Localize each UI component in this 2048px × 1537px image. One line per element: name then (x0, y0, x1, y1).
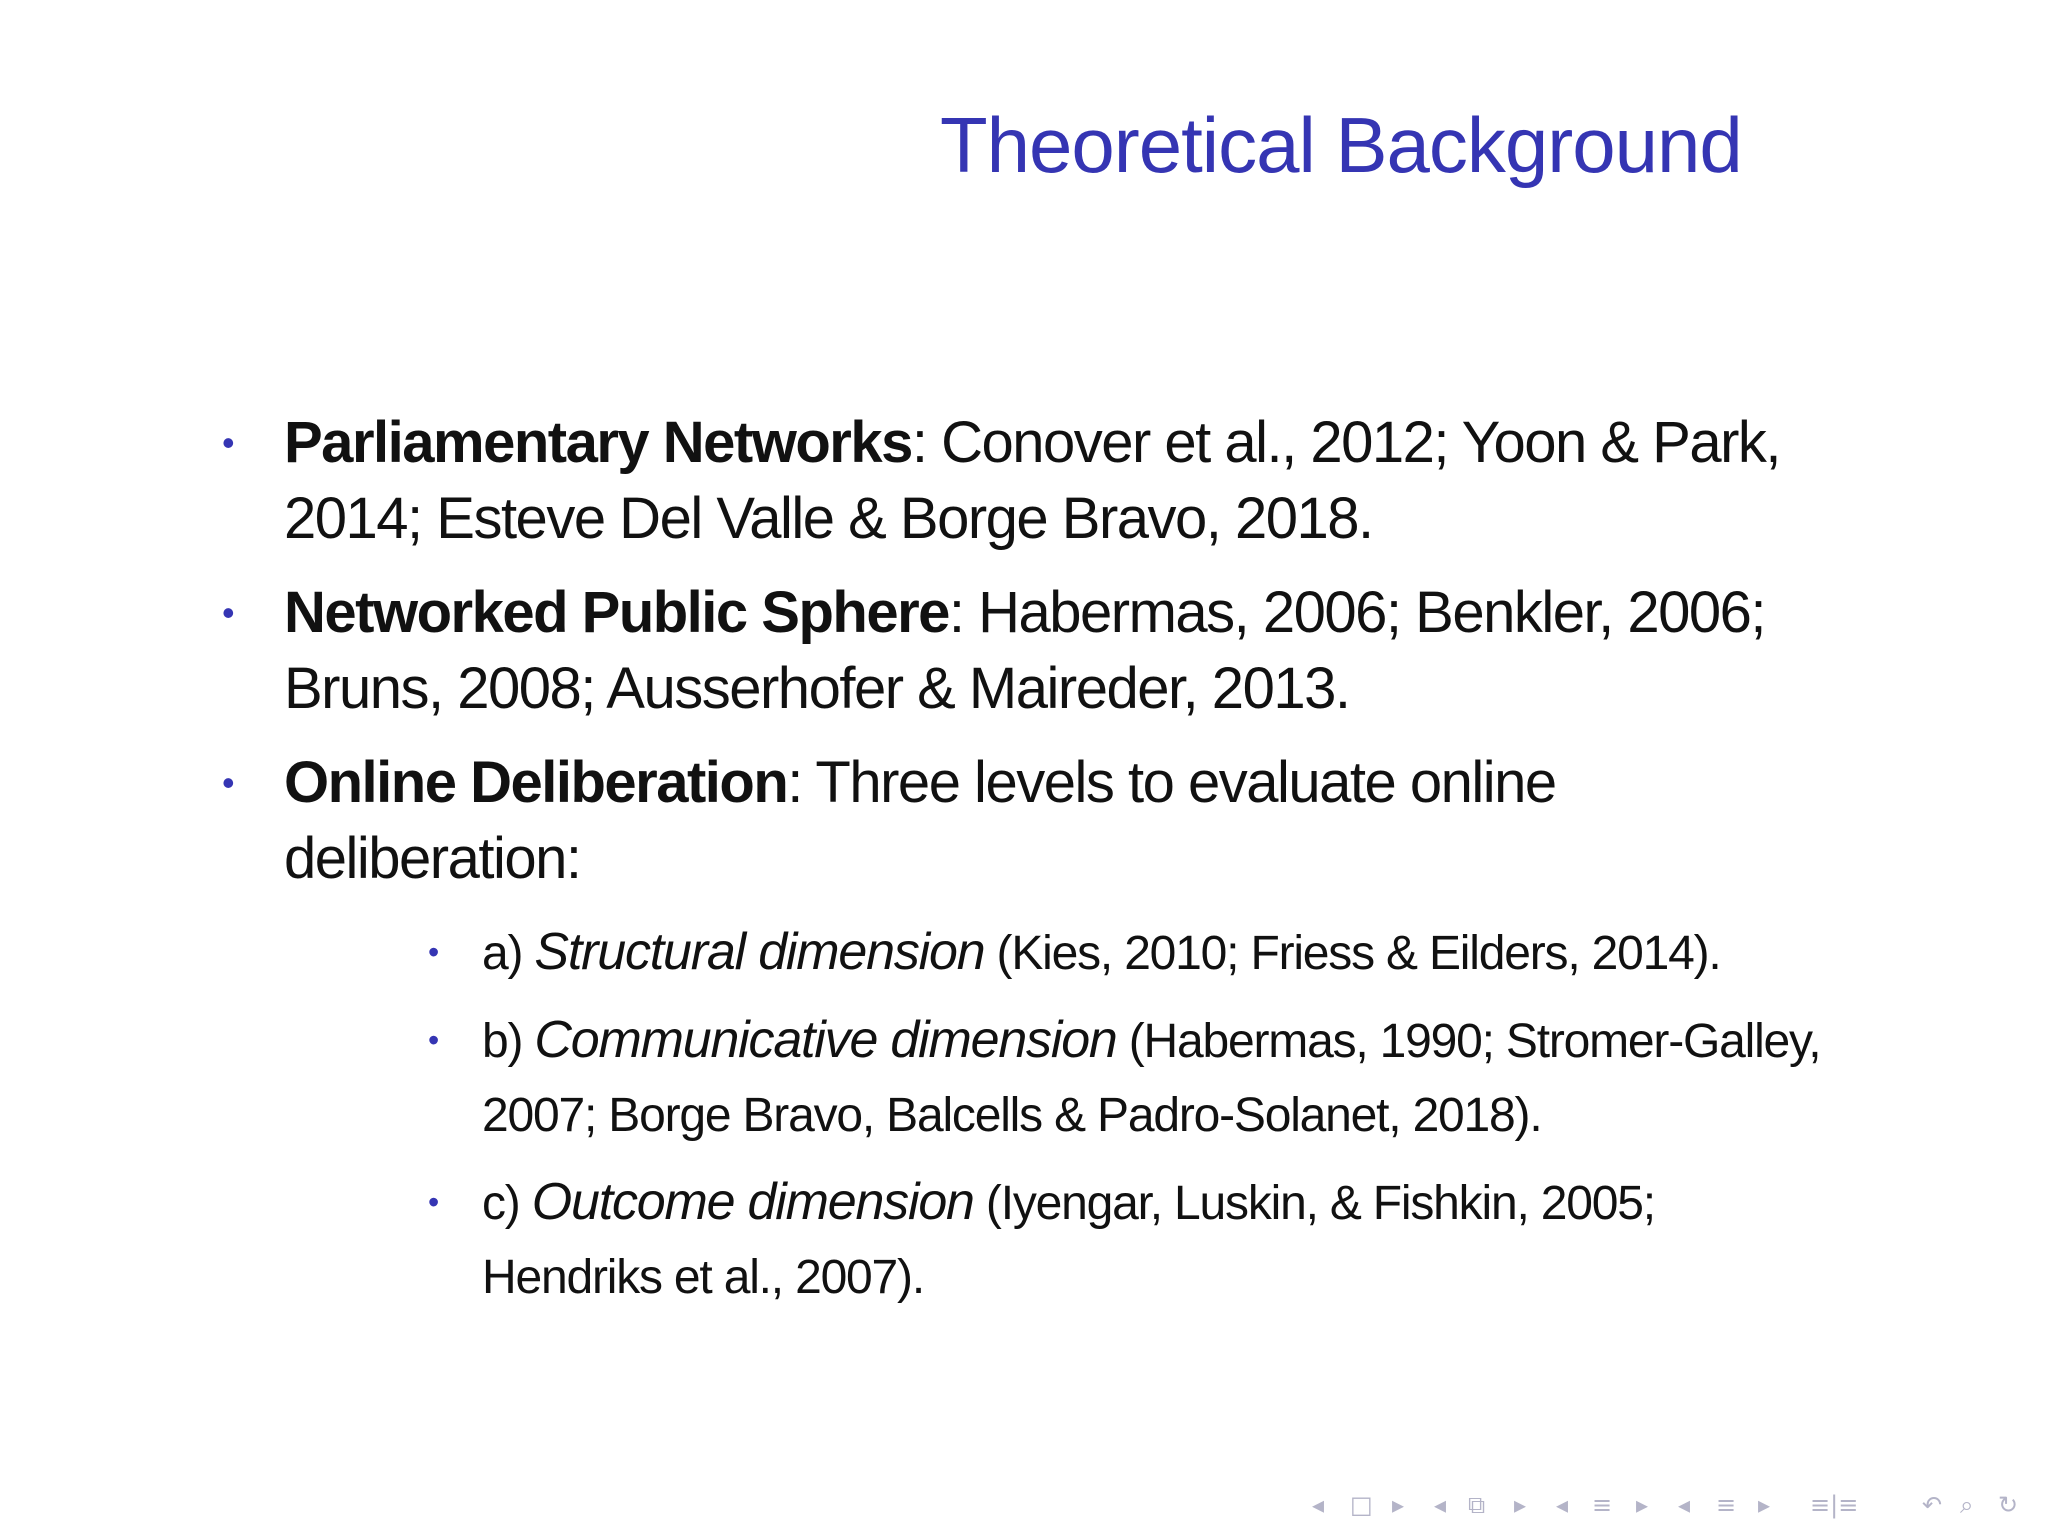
next-slide-icon[interactable]: ▸ (1758, 1491, 1771, 1519)
slide-icon[interactable]: ≡ (1716, 1491, 1737, 1519)
subbullet-prefix: c) (482, 1177, 532, 1230)
subbullet-list (420, 915, 1840, 1315)
bullet-text: : Habermas, 2006; Benkler, 2006; Bruns, 2008; Ausserhofer & Maireder, 2013. (284, 580, 1765, 721)
subbullet-label: Structural dimension (534, 923, 985, 981)
bullet-list (220, 405, 1840, 1327)
subbullet-prefix: a) (482, 927, 535, 980)
subbullet-item (420, 915, 1840, 991)
bullet-text: : Three levels to evaluate online deliberation: (284, 750, 1556, 891)
bullet-label: Online Deliberation (284, 750, 788, 815)
subbullet-label: Outcome dimension (531, 1173, 974, 1231)
forward-icon[interactable]: ↻ (1998, 1491, 2019, 1519)
subbullet-text: (Iyengar, Luskin, & Fishkin, 2005; Hendriks et al., 2007). (482, 1177, 1655, 1304)
next-subsection-icon[interactable]: ▸ (1514, 1491, 1527, 1519)
subbullet-prefix: b) (482, 1015, 535, 1068)
frame-icon[interactable]: □ (1350, 1491, 1373, 1519)
bullet-icon: • (222, 592, 234, 633)
bullet-label: Networked Public Sphere (284, 580, 949, 645)
appendix-icon[interactable]: ≡|≡ (1810, 1491, 1859, 1519)
section-icon[interactable]: ≡ (1592, 1491, 1613, 1519)
bullet-label: Parliamentary Networks (284, 410, 912, 475)
subbullet-item (420, 1165, 1840, 1315)
search-icon[interactable]: ⌕ (1960, 1491, 1974, 1519)
subsection-icon[interactable]: ⧉ (1468, 1491, 1486, 1519)
bullet-icon: • (428, 1022, 439, 1058)
bullet-text: : Conover et al., 2012; Yoon & Park, 2014; Esteve Del Valle & Borge Bravo, 2018. (284, 410, 1781, 551)
bullet-item (220, 405, 1840, 557)
slide-title: Theoretical Background (940, 101, 1742, 189)
prev-slide-icon[interactable]: ◂ (1678, 1491, 1691, 1519)
back-icon[interactable]: ↶ (1922, 1491, 1943, 1519)
prev-section-icon[interactable]: ◂ (1556, 1491, 1569, 1519)
bullet-item (220, 745, 1840, 897)
next-frame-icon[interactable]: ▸ (1392, 1491, 1405, 1519)
bullet-item (220, 575, 1840, 727)
subbullet-text: (Kies, 2010; Friess & Eilders, 2014). (984, 927, 1721, 980)
prev-subsection-icon[interactable]: ◂ (1434, 1491, 1447, 1519)
navigation-bar (0, 1490, 2048, 1520)
bullet-icon: • (222, 762, 234, 803)
bullet-icon: • (428, 1184, 439, 1220)
subbullet-text: (Habermas, 1990; Stromer-Galley, 2007; Borge Bravo, Balcells & Padro-Solanet, 2018). (482, 1015, 1821, 1142)
bullet-icon: • (222, 422, 234, 463)
bullet-icon: • (428, 934, 439, 970)
subbullet-item (420, 1003, 1840, 1153)
next-section-icon[interactable]: ▸ (1636, 1491, 1649, 1519)
prev-frame-icon[interactable]: ◂ (1312, 1491, 1325, 1519)
subbullet-label: Communicative dimension (534, 1011, 1117, 1069)
